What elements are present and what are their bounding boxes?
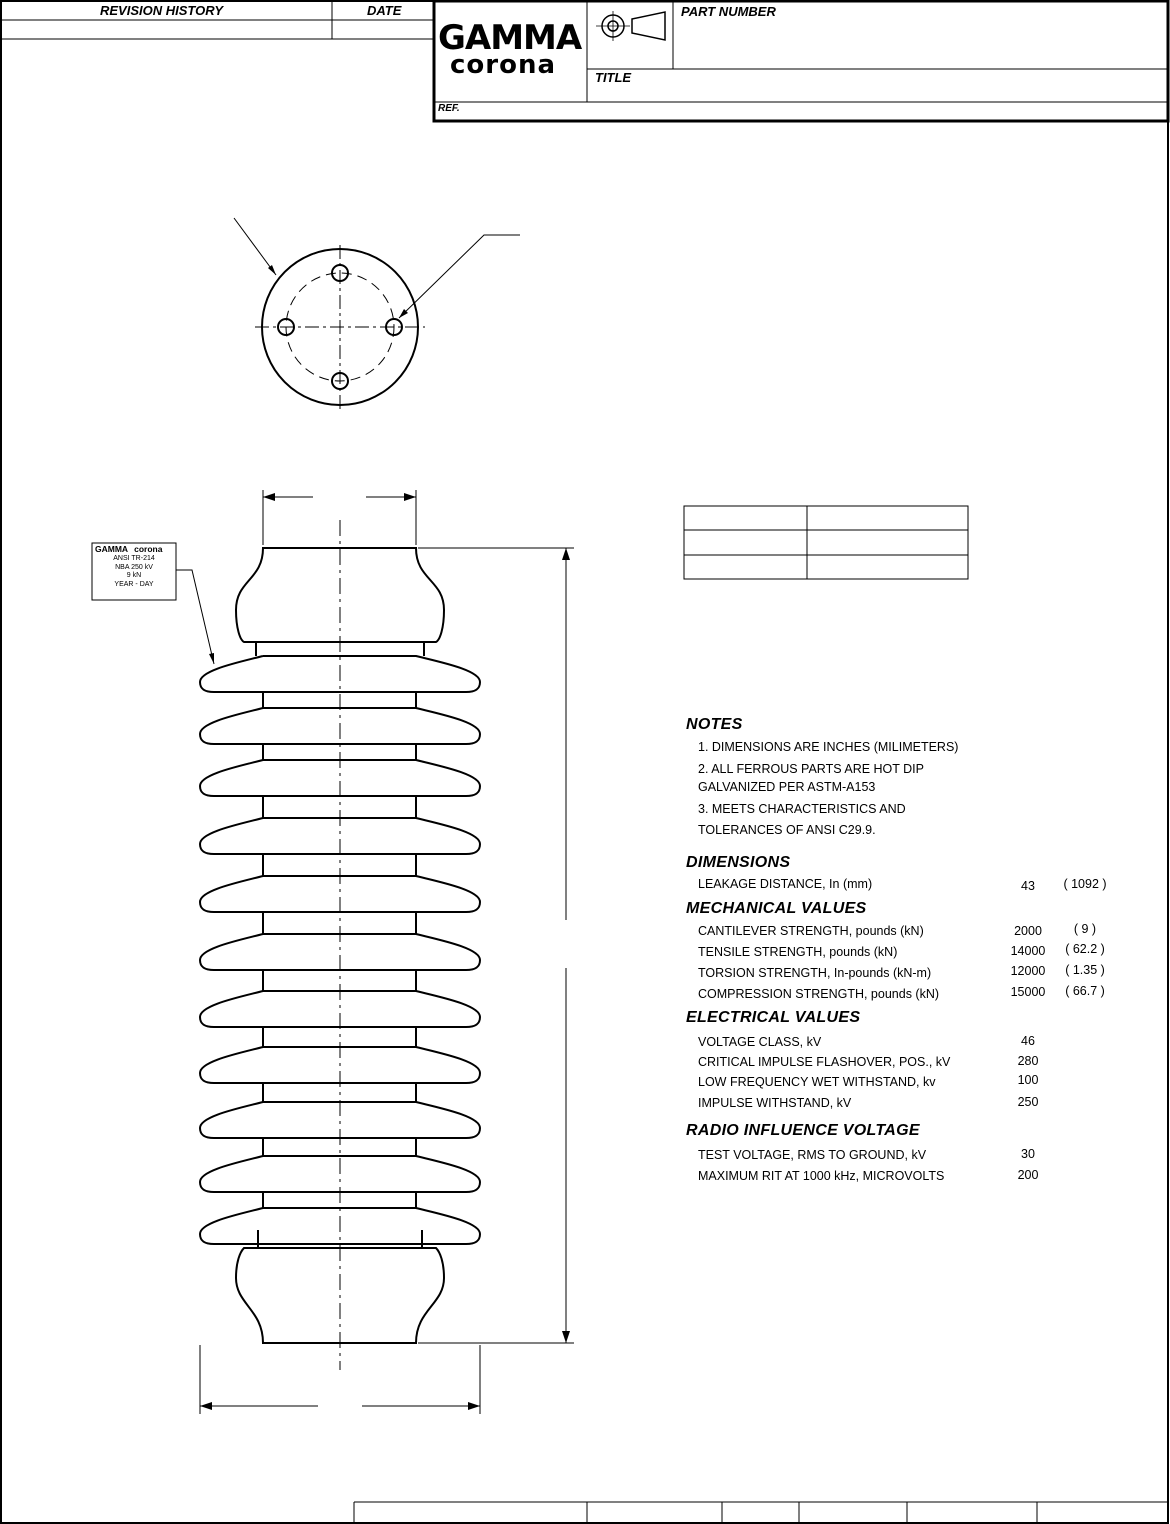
label-tag-line: NBA 250 kV bbox=[115, 563, 153, 571]
spec-value: 200 bbox=[1017, 1168, 1039, 1182]
sheet-border bbox=[1, 1, 1168, 1523]
note-line: 3. MEETS CHARACTERISTICS AND bbox=[698, 802, 906, 816]
spec-label: IMPULSE WITHSTAND, kV bbox=[698, 1096, 852, 1110]
spec-metric: ( 1092 ) bbox=[1063, 877, 1107, 891]
radio-heading: RADIO INFLUENCE VOLTAGE bbox=[686, 1122, 920, 1139]
spec-label: MAXIMUM RIT AT 1000 kHz, MICROVOLTS bbox=[698, 1169, 945, 1183]
spec-label: CANTILEVER STRENGTH, pounds (kN) bbox=[698, 924, 924, 938]
insulator-side-view bbox=[200, 520, 480, 1370]
spec-label: CRITICAL IMPULSE FLASHOVER, POS., kV bbox=[698, 1055, 951, 1069]
note-line: 2. ALL FERROUS PARTS ARE HOT DIP bbox=[698, 762, 924, 776]
spec-label: TORSION STRENGTH, In-pounds (kN-m) bbox=[698, 966, 932, 980]
spec-metric: ( 66.7 ) bbox=[1065, 984, 1105, 998]
note-line: GALVANIZED PER ASTM-A153 bbox=[698, 780, 876, 794]
spec-metric: ( 9 ) bbox=[1073, 922, 1097, 936]
revision-history-header: REVISION HISTORY bbox=[100, 3, 224, 18]
logo-corona-text: corona bbox=[450, 50, 557, 80]
spec-value: 46 bbox=[1021, 1034, 1035, 1048]
spec-value: 280 bbox=[1017, 1054, 1039, 1068]
projection-symbol-icon bbox=[596, 11, 665, 41]
ref-label: REF. bbox=[438, 103, 460, 114]
company-logo bbox=[438, 18, 584, 80]
electrical-heading: ELECTRICAL VALUES bbox=[686, 1009, 861, 1026]
logo-gamma-text: GAMMA bbox=[438, 18, 582, 58]
spec-label: TEST VOLTAGE, RMS TO GROUND, kV bbox=[698, 1148, 927, 1162]
label-tag-line: ANSI TR-214 bbox=[113, 555, 155, 562]
label-tag-line: 9 kN bbox=[126, 572, 142, 579]
dimensions-heading: DIMENSIONS bbox=[686, 854, 791, 871]
mechanical-heading: MECHANICAL VALUES bbox=[686, 900, 867, 917]
label-tag bbox=[92, 544, 176, 589]
label-tag-line: YEAR - DAY bbox=[114, 580, 154, 588]
spec-label: COMPRESSION STRENGTH, pounds (kN) bbox=[698, 987, 940, 1001]
part-number-label: PART NUMBER bbox=[681, 4, 776, 19]
label-tag-brand-corona: corona bbox=[134, 544, 163, 554]
small-table-grid bbox=[684, 506, 968, 579]
flange-top-view bbox=[234, 218, 520, 410]
note-line: TOLERANCES OF ANSI C29.9. bbox=[698, 823, 876, 837]
date-header: DATE bbox=[367, 3, 402, 18]
label-tag-brand-gamma: GAMMA bbox=[95, 544, 128, 554]
note-line: 1. DIMENSIONS ARE INCHES (MILIMETERS) bbox=[698, 740, 959, 754]
spec-label: TENSILE STRENGTH, pounds (kN) bbox=[698, 945, 898, 959]
notes-heading: NOTES bbox=[686, 716, 743, 733]
spec-metric: ( 62.2 ) bbox=[1065, 942, 1105, 956]
title-label: TITLE bbox=[595, 70, 632, 85]
spec-metric: ( 1.35 ) bbox=[1065, 963, 1105, 977]
spec-value: 100 bbox=[1017, 1073, 1039, 1087]
spec-value: 2000 bbox=[1014, 924, 1042, 938]
spec-value: 14000 bbox=[1010, 944, 1046, 958]
spec-label: LOW FREQUENCY WET WITHSTAND, kv bbox=[698, 1075, 936, 1089]
dimension-lines bbox=[200, 490, 574, 1414]
spec-value: 30 bbox=[1021, 1147, 1035, 1161]
spec-label: VOLTAGE CLASS, kV bbox=[698, 1035, 822, 1049]
spec-value: 43 bbox=[1021, 879, 1035, 893]
spec-value: 12000 bbox=[1010, 964, 1046, 978]
spec-label: LEAKAGE DISTANCE, In (mm) bbox=[698, 877, 873, 891]
spec-value: 250 bbox=[1017, 1095, 1039, 1109]
spec-value: 15000 bbox=[1010, 985, 1046, 999]
